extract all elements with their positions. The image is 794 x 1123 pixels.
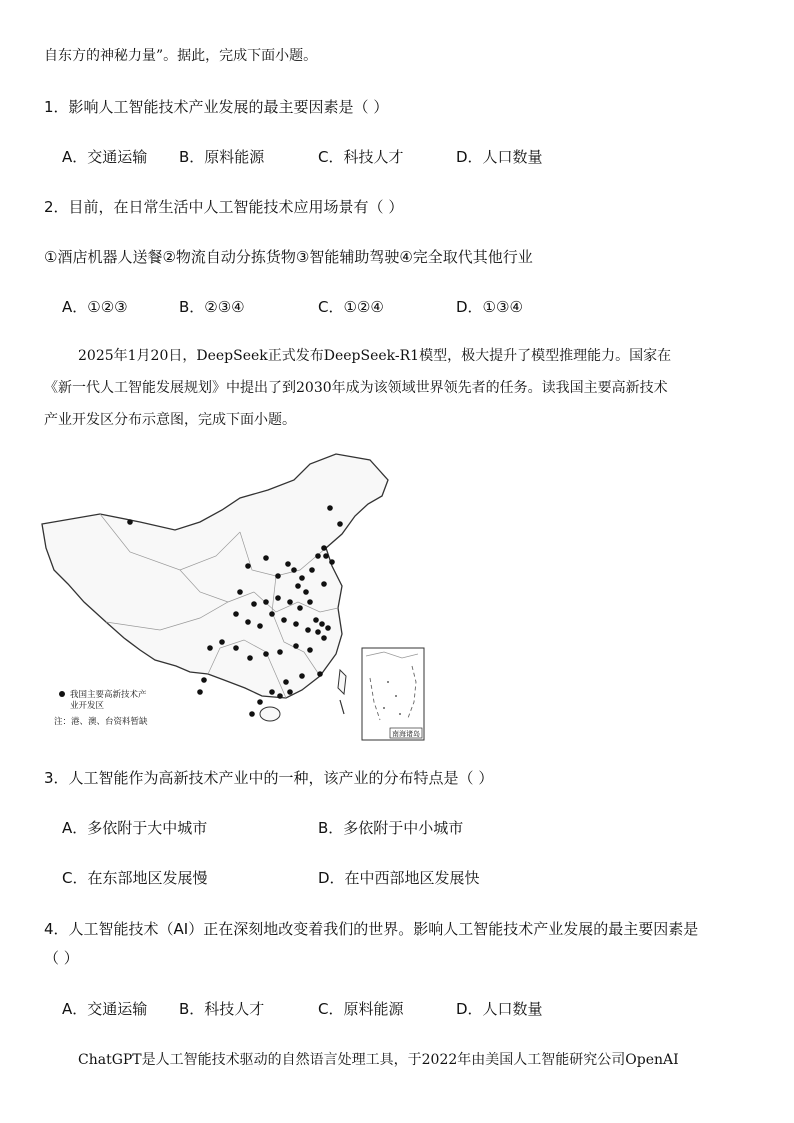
q1-option-d[interactable]: D．人口数量: [456, 148, 543, 166]
q1-option-a[interactable]: A．交通运输: [62, 148, 148, 166]
passage-2-line-1: 2025年1月20日，DeepSeek正式发布DeepSeek-R1模型，极大提升了模型推理能力。国家在: [78, 348, 672, 364]
china-mainland-outline: [42, 454, 388, 698]
passage-2-line-3: 产业开发区分布示意图，完成下面小题。: [44, 412, 296, 428]
question-3-stem: 3．人工智能作为高新技术产业中的一种，该产业的分布特点是（ ）: [44, 769, 494, 787]
question-4-stem: 4．人工智能技术（AI）正在深刻地改变着我们的世界。影响人工智能技术产业发展的最主要因素是: [44, 920, 699, 938]
q3-option-d[interactable]: D．在中西部地区发展快: [318, 869, 480, 887]
question-4-stem-bracket: （ ）: [44, 949, 79, 967]
q3-option-a[interactable]: A．多依附于大中城市: [62, 819, 208, 837]
inset-label: 南海诸岛: [392, 730, 420, 738]
high-tech-zone-map: [40, 452, 430, 744]
passage-3-line-1: ChatGPT是人工智能技术驱动的自然语言处理工具，于2022年由美国人工智能研究公司OpenAI: [78, 1052, 679, 1068]
q2-option-c[interactable]: C．①②④: [318, 298, 384, 316]
q1-option-c[interactable]: C．科技人才: [318, 148, 404, 166]
question-2-stem: 2．目前，在日常生活中人工智能技术应用场景有（ ）: [44, 198, 404, 216]
q4-option-a[interactable]: A．交通运输: [62, 1000, 148, 1018]
q3-option-b[interactable]: B．多依附于中小城市: [318, 819, 464, 837]
q2-option-a[interactable]: A．①②③: [62, 298, 128, 316]
legend-label-line-2: 业开发区: [70, 701, 105, 711]
q4-option-b[interactable]: B．科技人才: [179, 1000, 265, 1018]
question-2-items: ①酒店机器人送餐②物流自动分拣货物③智能辅助驾驶④完全取代其他行业: [44, 248, 533, 266]
taiwan-island: [338, 670, 346, 694]
legend: [54, 689, 148, 727]
legend-dot-icon: [59, 691, 65, 697]
south-china-sea-inset: [362, 648, 424, 740]
hainan-island: [260, 707, 280, 721]
intro-tail: 自东方的神秘力量”。据此，完成下面小题。: [44, 48, 318, 64]
question-1-stem: 1．影响人工智能技术产业发展的最主要因素是（ ）: [44, 98, 389, 116]
q1-option-b[interactable]: B．原料能源: [179, 148, 265, 166]
q3-option-c[interactable]: C．在东部地区发展慢: [62, 869, 208, 887]
legend-label-line-1: 我国主要高新技术产: [70, 690, 147, 700]
map-note: 注：港、澳、台资料暂缺: [54, 717, 148, 727]
q2-option-b[interactable]: B．②③④: [179, 298, 245, 316]
q2-option-d[interactable]: D．①③④: [456, 298, 523, 316]
q4-option-d[interactable]: D．人口数量: [456, 1000, 543, 1018]
q4-option-c[interactable]: C．原料能源: [318, 1000, 404, 1018]
passage-2-line-2: 《新一代人工智能发展规划》中提出了到2030年成为该领域世界领先者的任务。读我国主要高新技术: [44, 380, 668, 396]
